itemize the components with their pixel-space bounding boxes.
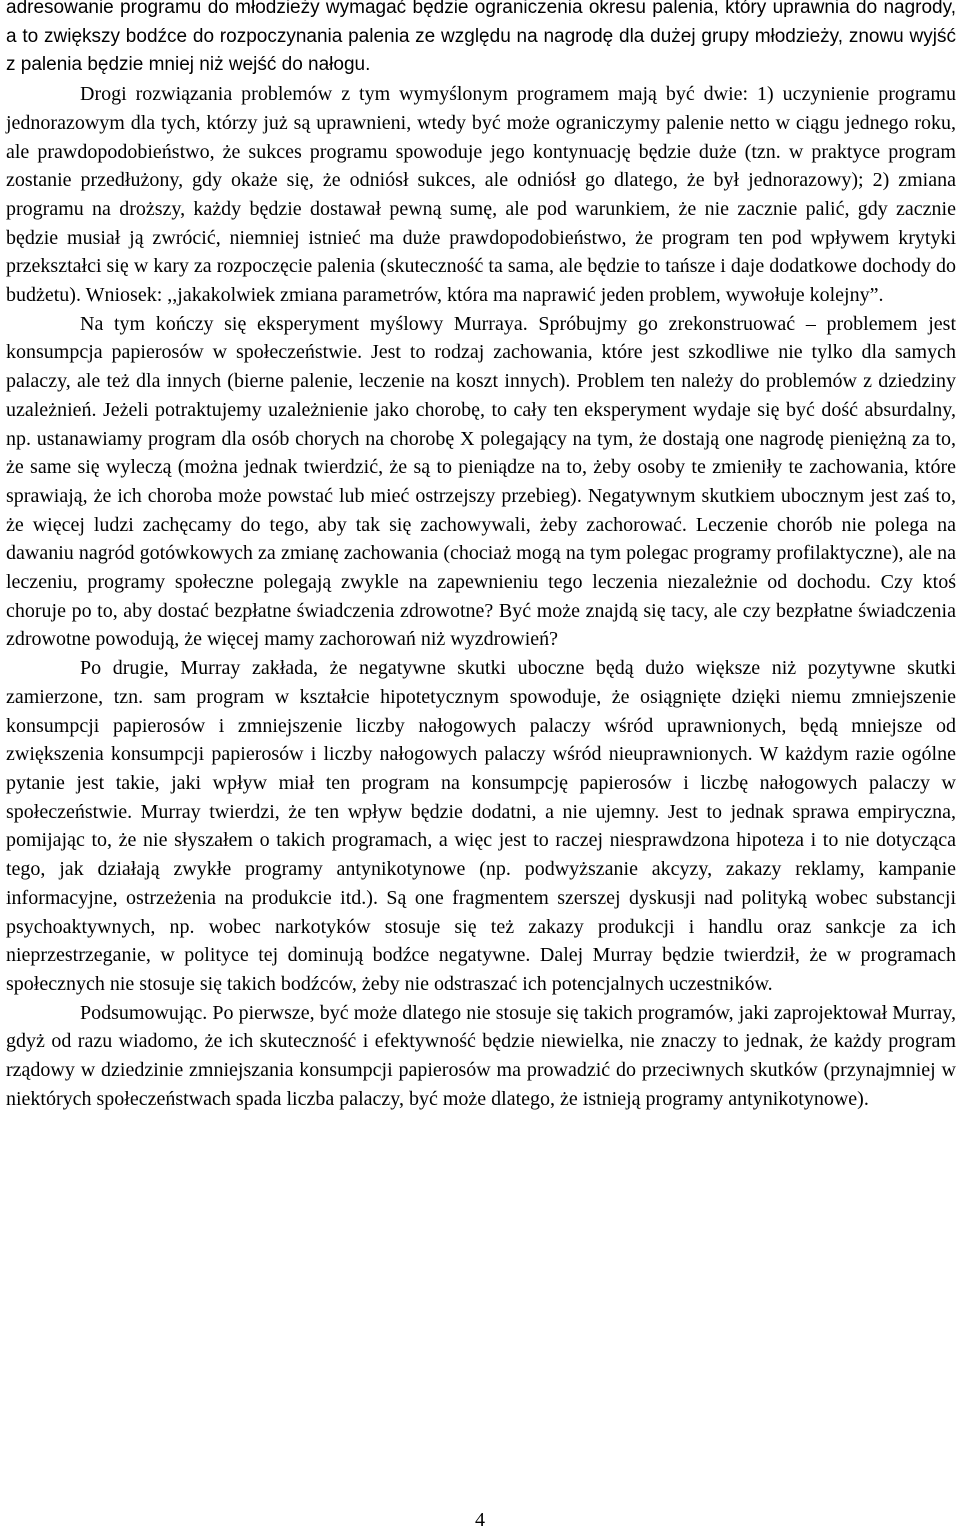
paragraph-continued: adresowanie programu do młodzieży wymagać będzie ograniczenia okresu palenia, który uprawnia do nagrody, a to zwiększy bodźce do rozpoczynania palenia ze względu na nagrodę dla dużej grupy młodzieży, znowu wyjść z palenia będzie mniej niż wejść do nałogu. bbox=[6, 0, 956, 76]
paragraph-second-assumption: Po drugie, Murray zakłada, że negatywne skutki uboczne będą dużo większe niż pozytywne skutki zamierzone, tzn. sam program w kształcie hipotetycznym spowoduje, że osiągnięte dzięki niemu zmniejszenie konsumpcji papierosów i zmniejszenie liczby nałogowych palaczy wśród uprawnionych, będą mniejsze od zwiększenia konsumpcji papierosów i liczby nałogowych palaczy wśród nieuprawnionych. W każdym razie ogólne pytanie jest takie, jaki wpływ miał ten program na konsumpcję papierosów i liczbę nałogowych palaczy w społeczeństwie. Murray twierdzi, że ten wpływ będzie dodatni, a nie ujemny. Jest to jednak sprawa empiryczna, pomijając to, że nie słyszałem o takich programach, a więc jest to raczej niesprawdzona hipoteza i to nie dotycząca tego, jak działają zwykłe programy antynikotynowe (np. podwyższanie akcyzy, zakazy reklamy, kampanie informacyjne, ostrzeżenia na produkcie itd.). Są one fragmentem szerszej dyskusji nad polityką wobec substancji psychoaktywnych, np. wobec narkotyków stosuje się też zakazy produkcji i handlu oraz sankcje za ich nieprzestrzeganie, w polityce tej dominują bodźce negatywne. Dalej Murray będzie twierdził, że w programach społecznych nie stosuje się takich bodźców, żeby nie odstraszać ich potencjalnych uczestników. bbox=[6, 657, 956, 995]
paragraph-reconstruction: Na tym kończy się eksperyment myślowy Murraya. Spróbujmy go zrekonstruować – problemem jest konsumpcja papierosów w społeczeństwie. Jest to rodzaj zachowania, które jest szkodliwe nie tylko dla samych palaczy, ale też dla innych (bierne palenie, leczenie na koszt innych). Problem ten należy do problemów z dziedziny uzależnień. Jeżeli potraktujemy uzależnienie jako chorobę, to cały ten eksperyment wydaje się być dość absurdalny, np. ustanawiamy program dla osób chorych na chorobę X polegający na tym, że dostają one nagrodę pieniężną za to, że same się wyleczą (można jednak twierdzić, że są to pieniądze na to, żeby osoby te zmieniły te zachowania, które sprawiają, że ich choroba może powstać lub mieć ostrzejszy przebieg). Negatywnym skutkiem ubocznym jest zaś to, że więcej ludzi zachęcamy do tego, aby tak się zachowywali, żeby zachorować. Leczenie chorób nie polega na dawaniu nagród gotówkowych za zmianę zachowania (chociaż mogą na tym polegac programy profilaktyczne), ale na leczeniu, programy społeczne polegają zwykle na zapewnieniu tego leczenia niezależnie od dochodu. Czy ktoś choruje po to, aby dostać bezpłatne świadczenia zdrowotne? Być może znajdą się tacy, ale czy bezpłatne świadczenia zdrowotne powodują, że więcej mamy zachorowań niż wyzdrowień? bbox=[6, 312, 956, 651]
page-number: 4 bbox=[475, 1509, 485, 1531]
paragraph-solutions: Drogi rozwiązania problemów z tym wymyślonym programem mają być dwie: 1) uczynienie programu jednorazowym dla tych, którzy już są uprawnieni, wtedy być może ograniczymy palenie netto w ciągu jednego roku, ale prawdopodobieństwo, że sukces programu spowoduje jego kontynuację będzie duże (tzn. w praktyce program zostanie przedłużony, gdy okaże się, że odniósł sukces, ale odniósł go dlatego, że był jednorazowy); 2) zmiana programu na droższy, każdy będzie dostawał pewną sumę, ale pod warunkiem, że nie zacznie palić, gdy zacznie będzie musiał ją zwrócić, niemniej istnieć ma duże prawdopodobieństwo, że program ten pod wpływem krytyki przekształci się w kary za rozpoczęcie palenia (skuteczność ta sama, ale będzie to tańsze i daje dodatkowe dochody do budżetu). Wniosek: ,,jakakolwiek zmiana parametrów, która ma naprawić jeden problem, wywołuje kolejny”. bbox=[6, 83, 956, 307]
paragraph-summary: Podsumowując. Po pierwsze, być może dlatego nie stosuje się takich programów, jaki zaprojektował Murray, gdyż od razu wiadomo, że ich skuteczność i efektywność będzie niewielka, nie znaczy to jednak, że każdy program rządowy w dziedzinie zmniejszania konsumpcji papierosów ma prowadzić do przeciwnych skutków (przynajmniej w niektórych społeczeństwach spada liczba palaczy, być może dlatego, że istnieją programy antynikotynowe). bbox=[6, 1001, 956, 1110]
